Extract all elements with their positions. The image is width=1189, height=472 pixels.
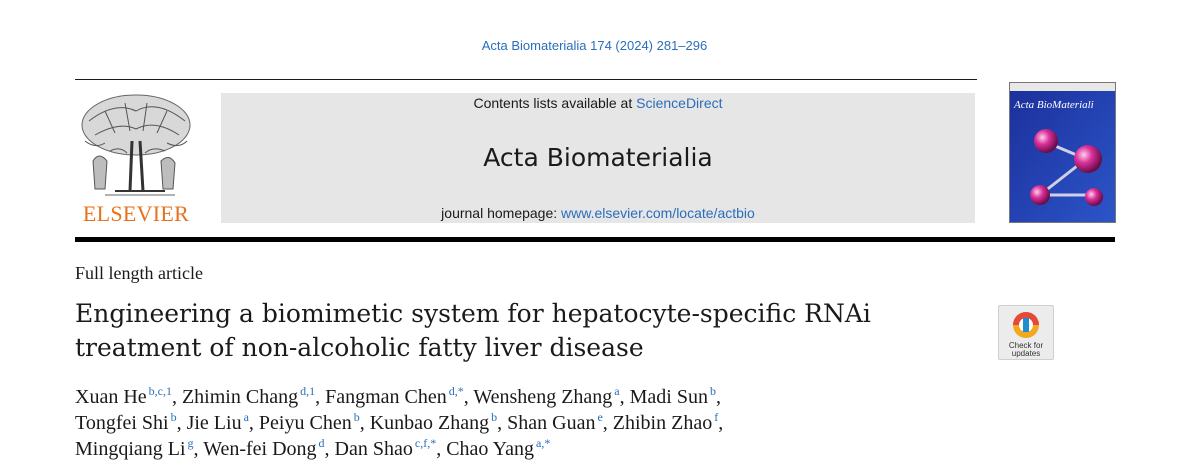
author-line [75,410,935,436]
affiliation-marker[interactable]: e [597,410,603,425]
author-separator: , [324,438,330,460]
author-name[interactable]: Wen-fei Dong [203,438,317,460]
author[interactable] [182,386,320,408]
author[interactable] [446,438,550,460]
author[interactable] [325,386,469,408]
author-separator: , [497,412,503,434]
contents-line [221,95,975,111]
affiliation-marker[interactable]: a [243,410,249,425]
journal-citation[interactable] [0,38,1189,53]
author-separator: , [715,386,721,408]
author-separator: , [463,386,469,408]
author-line [75,436,935,462]
author-name[interactable]: Shan Guan [507,412,596,434]
contents-prefix: Contents lists available at [473,95,633,111]
author[interactable] [473,386,624,408]
author[interactable] [75,386,177,408]
author[interactable] [203,438,329,460]
homepage-prefix: journal homepage: [441,205,558,221]
article-type: Full length article [75,263,203,283]
sciencedirect-link[interactable]: ScienceDirect [636,95,723,111]
affiliation-marker[interactable]: d,* [448,384,464,399]
journal-banner [221,93,975,223]
header-divider [75,79,977,80]
check-for-label: Check for [1008,341,1044,350]
author-name[interactable]: Mingqiang Li [75,438,186,460]
author-name[interactable]: Zhimin Chang [181,386,299,408]
author-separator: , [315,386,321,408]
author-name[interactable]: Zhibin Zhao [612,412,713,434]
crossmark-icon [999,308,1055,342]
homepage-line [221,205,975,221]
author-separator: , [171,386,177,408]
affiliation-marker[interactable]: a,* [536,436,551,451]
title-line: Engineering a biomimetic system for hepatocyte-specific RNAi [75,299,871,328]
affiliation-marker[interactable]: c,f,* [414,436,437,451]
author[interactable] [630,386,721,408]
cover-title: Acta BioMateriali [1014,99,1094,111]
author[interactable] [187,412,254,434]
affiliation-marker[interactable]: b [709,384,716,399]
author-separator: , [436,438,442,460]
affiliation-marker[interactable]: b [353,410,360,425]
elsevier-logo[interactable] [75,91,197,226]
author-name[interactable]: Chao Yang [446,438,534,460]
affiliation-marker[interactable]: a [614,384,620,399]
author-separator: , [248,412,254,434]
author-name[interactable]: Tongfei Shi [75,412,169,434]
author[interactable] [370,412,502,434]
affiliation-marker[interactable]: d,1 [300,384,316,399]
author-line [75,384,935,410]
journal-title: Acta Biomaterialia [483,143,713,172]
updates-label: updates [1011,349,1041,358]
title-line: treatment of non-alcoholic fatty liver disease [75,333,644,362]
author-name[interactable]: Peiyu Chen [258,412,352,434]
affiliation-marker[interactable]: b,c,1 [148,384,172,399]
affiliation-marker[interactable]: b [491,410,498,425]
article-title [75,297,935,365]
check-for-updates-button[interactable] [998,305,1054,360]
author-name[interactable]: Madi Sun [629,386,708,408]
author[interactable] [335,438,442,460]
author-separator: , [619,386,625,408]
author[interactable] [507,412,608,434]
author-separator: , [718,412,724,434]
affiliation-marker[interactable]: b [170,410,177,425]
journal-cover[interactable] [1009,82,1116,223]
author-name[interactable]: Wensheng Zhang [473,386,613,408]
author-name[interactable]: Jie Liu [186,412,242,434]
author-name[interactable]: Xuan He [75,386,147,408]
author-separator: , [176,412,182,434]
author-list [75,384,935,462]
affiliation-marker[interactable]: f [714,410,719,425]
affiliation-marker[interactable]: d [318,436,325,451]
journal-homepage-link[interactable]: www.elsevier.com/locate/actbio [561,205,755,221]
author-name[interactable]: Fangman Chen [325,386,447,408]
author[interactable] [259,412,365,434]
author-name[interactable]: Dan Shao [334,438,413,460]
author-name[interactable]: Kunbao Zhang [369,412,490,434]
elsevier-wordmark: ELSEVIER [82,201,190,226]
elsevier-tree-icon [75,91,197,199]
author-separator: , [359,412,365,434]
author[interactable] [613,412,723,434]
author-separator: , [602,412,608,434]
author-separator: , [193,438,199,460]
header-thick-divider [75,237,1115,242]
citation-link[interactable]: Acta Biomaterialia 174 (2024) 281–296 [481,38,708,53]
affiliation-marker[interactable]: g [187,436,194,451]
author[interactable] [75,438,199,460]
author[interactable] [75,412,182,434]
